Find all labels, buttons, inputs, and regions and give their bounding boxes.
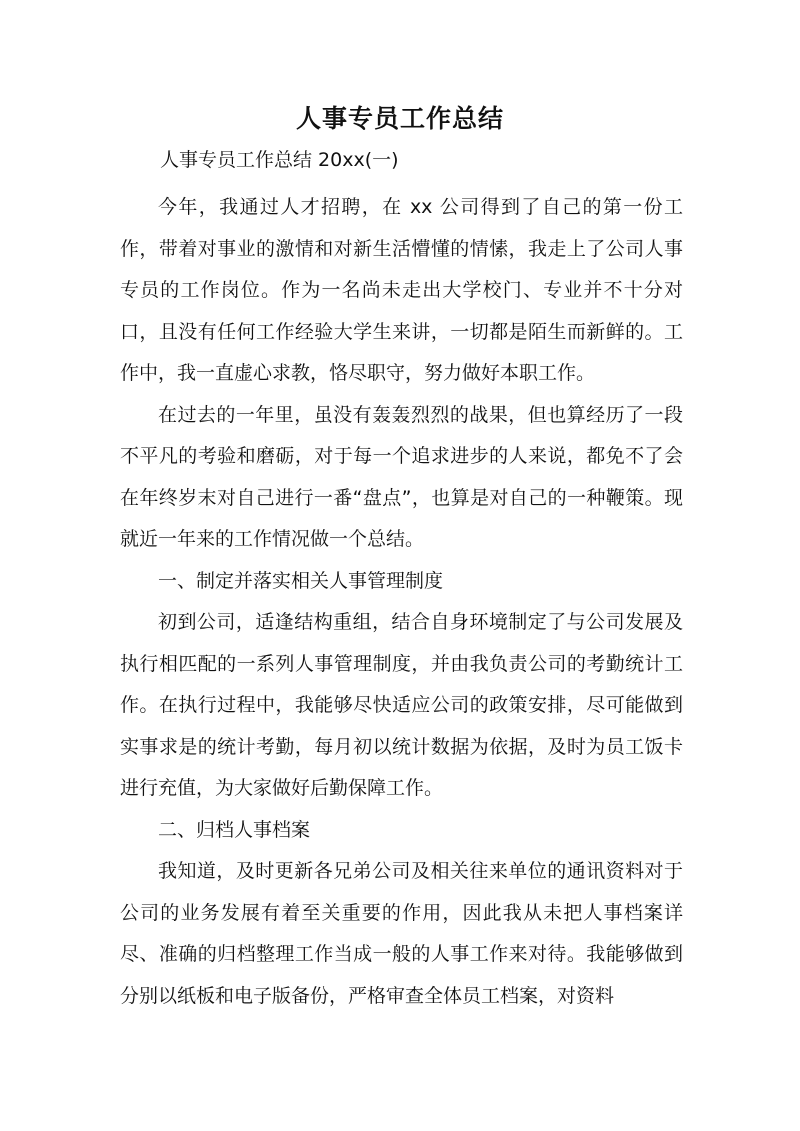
paragraph-review: 在过去的一年里，虽没有轰轰烈烈的战果，但也算经历了一段不平凡的考验和磨砺，对于每一个追求进步的人来说，都免不了会在年终岁末对自己进行一番“盘点”，也算是对自己的一种鞭策。现就近一年来的工作情况做一个总结。 xyxy=(120,403,683,550)
document-subtitle: 人事专员工作总结 20xx(一) xyxy=(160,149,399,171)
paragraph-section-1: 初到公司，适逢结构重组，结合自身环境制定了与公司发展及执行相匹配的一系列人事管理制度，并由我负责公司的考勤统计工作。在执行过程中，我能够尽快适应公司的政策安排，尽可能做到实事求是的统计考勤，每月初以统计数据为依据，及时为员工饭卡进行充值，为大家做好后勤保障工作。 xyxy=(120,611,683,799)
document-body xyxy=(120,187,683,1017)
paragraph-section-2: 我知道，及时更新各兄弟公司及相关往来单位的通讯资料对于公司的业务发展有着至关重要的作用，因此我从未把人事档案详尽、准确的归档整理工作当成一般的人事工作来对待。我能够做到分别以纸板和电子版备份，严格审查全体员工档案，对资料 xyxy=(120,860,683,1007)
section-heading-2: 二、归档人事档案 xyxy=(158,818,311,841)
section-heading-1: 一、制定并落实相关人事管理制度 xyxy=(158,569,444,592)
document-title: 人事专员工作总结 xyxy=(295,104,504,133)
paragraph-intro: 今年，我通过人才招聘，在 xx 公司得到了自己的第一份工作，带着对事业的激情和对新生活懵懂的情愫，我走上了公司人事专员的工作岗位。作为一名尚未走出大学校门、专业并不十分对口，且没有任何工作经验大学生来讲，一切都是陌生而新鲜的。工作中，我一直虚心求教，恪尽职守，努力做好本职工作。 xyxy=(120,196,683,384)
